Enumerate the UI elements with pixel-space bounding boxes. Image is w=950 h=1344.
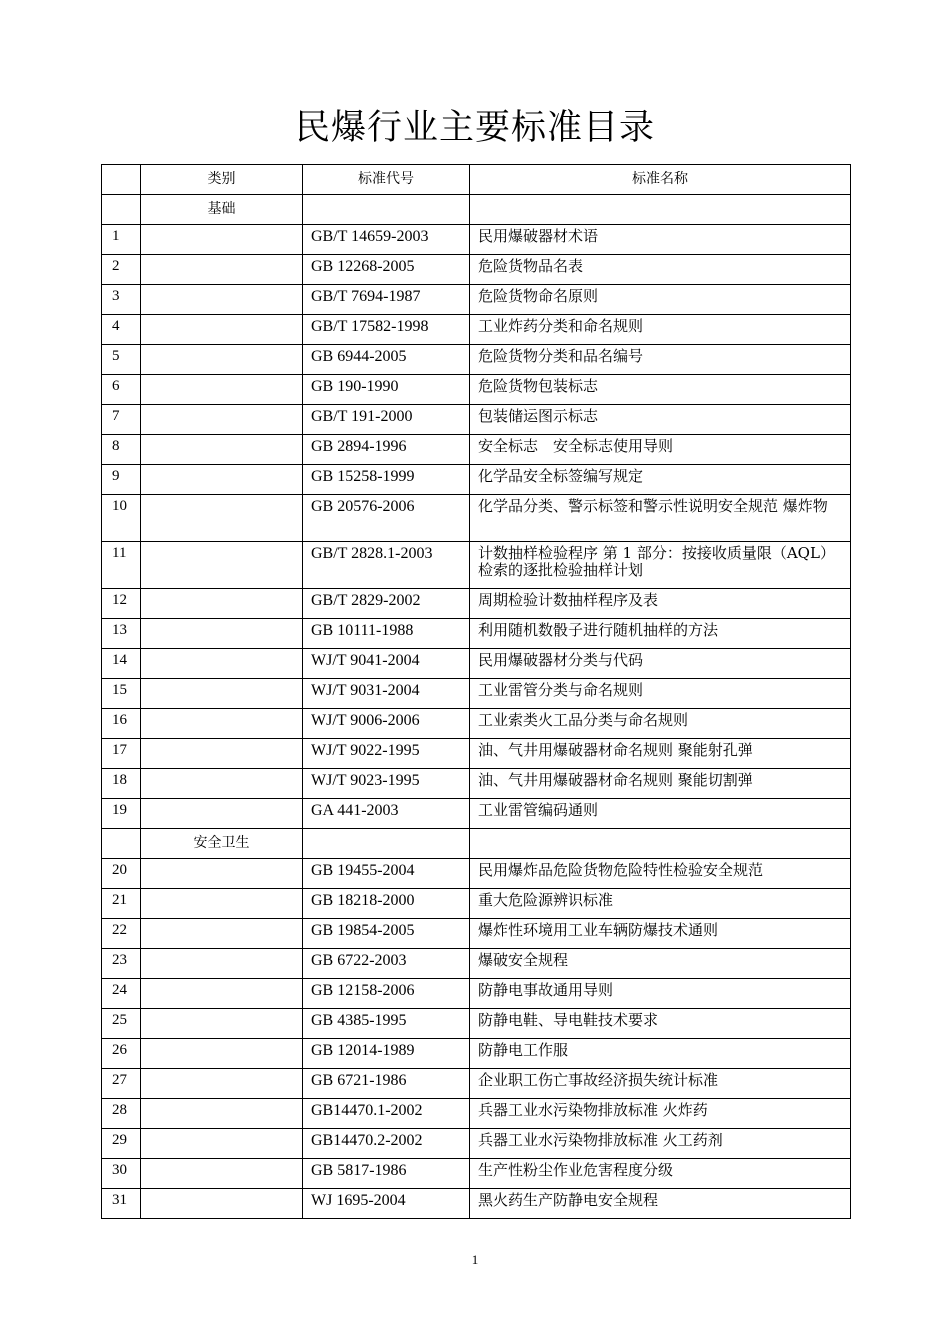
standard-name: 重大危险源辨识标准 — [470, 889, 851, 919]
code-cell — [303, 829, 470, 859]
standard-code: GB 19455-2004 — [303, 859, 470, 889]
standard-name: 危险货物品名表 — [470, 255, 851, 285]
category-cell — [141, 709, 303, 739]
standard-code: GB 19854-2005 — [303, 919, 470, 949]
row-number: 20 — [102, 859, 141, 889]
standard-name: 油、气井用爆破器材命名规则 聚能切割弹 — [470, 769, 851, 799]
standard-name: 爆炸性环境用工业车辆防爆技术通则 — [470, 919, 851, 949]
table-row — [102, 619, 851, 649]
page-number: 1 — [471, 1252, 479, 1267]
row-number: 14 — [102, 649, 141, 679]
category-cell — [141, 435, 303, 465]
table-row — [102, 889, 851, 919]
name-cell — [470, 195, 851, 225]
category-cell — [141, 889, 303, 919]
standard-code: GB 2894-1996 — [303, 435, 470, 465]
standard-name: 化学品安全标签编写规定 — [470, 465, 851, 495]
standard-code: WJ/T 9041-2004 — [303, 649, 470, 679]
standard-code: GB 6944-2005 — [303, 345, 470, 375]
standard-name: 兵器工业水污染物排放标准 火工药剂 — [470, 1129, 851, 1159]
standard-name: 爆破安全规程 — [470, 949, 851, 979]
category-cell — [141, 589, 303, 619]
table-row — [102, 542, 851, 589]
standard-name: 化学品分类、警示标签和警示性说明安全规范 爆炸物 — [470, 495, 851, 542]
header-category: 类别 — [141, 165, 303, 195]
category-cell — [141, 542, 303, 589]
standard-code: GB 10111-1988 — [303, 619, 470, 649]
standard-name: 危险货物分类和品名编号 — [470, 345, 851, 375]
standard-code: GB 15258-1999 — [303, 465, 470, 495]
standard-name: 防静电工作服 — [470, 1039, 851, 1069]
table-row — [102, 435, 851, 465]
table-header-row — [102, 165, 851, 195]
standard-code: GB 20576-2006 — [303, 495, 470, 542]
table-body — [102, 195, 851, 1219]
row-number: 25 — [102, 1009, 141, 1039]
category-label: 基础 — [141, 195, 303, 225]
row-number: 31 — [102, 1189, 141, 1219]
row-number: 12 — [102, 589, 141, 619]
table-row — [102, 345, 851, 375]
row-number: 21 — [102, 889, 141, 919]
header-name: 标准名称 — [470, 165, 851, 195]
category-cell — [141, 1159, 303, 1189]
standard-code: WJ/T 9031-2004 — [303, 679, 470, 709]
row-number: 8 — [102, 435, 141, 465]
category-cell — [141, 285, 303, 315]
category-cell — [141, 619, 303, 649]
category-cell — [141, 1099, 303, 1129]
standard-name: 民用爆破器材分类与代码 — [470, 649, 851, 679]
standard-name: 油、气井用爆破器材命名规则 聚能射孔弹 — [470, 739, 851, 769]
standard-name: 企业职工伤亡事故经济损失统计标准 — [470, 1069, 851, 1099]
row-number: 13 — [102, 619, 141, 649]
table-row — [102, 799, 851, 829]
standard-code: GB 12268-2005 — [303, 255, 470, 285]
table-row — [102, 1039, 851, 1069]
row-number: 17 — [102, 739, 141, 769]
row-number: 7 — [102, 405, 141, 435]
table-row — [102, 495, 851, 542]
standard-code: WJ/T 9023-1995 — [303, 769, 470, 799]
standard-code: GB 18218-2000 — [303, 889, 470, 919]
category-cell — [141, 225, 303, 255]
standard-name: 民用爆炸品危险货物危险特性检验安全规范 — [470, 859, 851, 889]
category-cell — [141, 739, 303, 769]
table-row — [102, 919, 851, 949]
standard-code: GB/T 7694-1987 — [303, 285, 470, 315]
row-number: 27 — [102, 1069, 141, 1099]
standard-name: 黑火药生产防静电安全规程 — [470, 1189, 851, 1219]
table-row — [102, 679, 851, 709]
row-number: 18 — [102, 769, 141, 799]
index-cell — [102, 829, 141, 859]
table-row — [102, 285, 851, 315]
category-cell — [141, 345, 303, 375]
table-row — [102, 405, 851, 435]
header-code: 标准代号 — [303, 165, 470, 195]
standard-name: 兵器工业水污染物排放标准 火炸药 — [470, 1099, 851, 1129]
row-number: 11 — [102, 542, 141, 589]
category-label: 安全卫生 — [141, 829, 303, 859]
category-cell — [141, 1009, 303, 1039]
table-row — [102, 589, 851, 619]
table-row — [102, 709, 851, 739]
category-cell — [141, 919, 303, 949]
row-number: 15 — [102, 679, 141, 709]
row-number: 4 — [102, 315, 141, 345]
category-cell — [141, 1189, 303, 1219]
standard-name: 生产性粉尘作业危害程度分级 — [470, 1159, 851, 1189]
index-cell — [102, 195, 141, 225]
category-cell — [141, 375, 303, 405]
row-number: 28 — [102, 1099, 141, 1129]
standard-name: 计数抽样检验程序 第 1 部分：按接收质量限（AQL）检索的逐批检验抽样计划 — [470, 542, 851, 589]
row-number: 23 — [102, 949, 141, 979]
standard-code: GB 190-1990 — [303, 375, 470, 405]
standard-code: GB/T 2829-2002 — [303, 589, 470, 619]
standard-code: GB 5817-1986 — [303, 1159, 470, 1189]
category-cell — [141, 495, 303, 542]
row-number: 9 — [102, 465, 141, 495]
table-row — [102, 649, 851, 679]
standard-code: GB14470.1-2002 — [303, 1099, 470, 1129]
category-row — [102, 195, 851, 225]
table-row — [102, 1129, 851, 1159]
row-number: 6 — [102, 375, 141, 405]
table-row — [102, 315, 851, 345]
category-cell — [141, 799, 303, 829]
standard-code: WJ 1695-2004 — [303, 1189, 470, 1219]
standard-code: GB 6722-2003 — [303, 949, 470, 979]
category-cell — [141, 315, 303, 345]
standard-code: GB14470.2-2002 — [303, 1129, 470, 1159]
table-row — [102, 375, 851, 405]
category-cell — [141, 465, 303, 495]
table-row — [102, 255, 851, 285]
row-number: 2 — [102, 255, 141, 285]
table-row — [102, 979, 851, 1009]
category-cell — [141, 859, 303, 889]
table-row — [102, 859, 851, 889]
standard-name: 工业炸药分类和命名规则 — [470, 315, 851, 345]
table-row — [102, 949, 851, 979]
table-row — [102, 1099, 851, 1129]
category-cell — [141, 679, 303, 709]
table-row — [102, 225, 851, 255]
standard-name: 安全标志 安全标志使用导则 — [470, 435, 851, 465]
category-cell — [141, 1129, 303, 1159]
standard-code: GB/T 14659-2003 — [303, 225, 470, 255]
row-number: 3 — [102, 285, 141, 315]
table-row — [102, 739, 851, 769]
row-number: 16 — [102, 709, 141, 739]
category-cell — [141, 1039, 303, 1069]
category-cell — [141, 979, 303, 1009]
standard-name: 危险货物命名原则 — [470, 285, 851, 315]
code-cell — [303, 195, 470, 225]
header-index — [102, 165, 141, 195]
standard-name: 防静电鞋、导电鞋技术要求 — [470, 1009, 851, 1039]
row-number: 1 — [102, 225, 141, 255]
table-row — [102, 465, 851, 495]
row-number: 19 — [102, 799, 141, 829]
category-row — [102, 829, 851, 859]
standard-name: 利用随机数骰子进行随机抽样的方法 — [470, 619, 851, 649]
standard-code: GB 12014-1989 — [303, 1039, 470, 1069]
row-number: 26 — [102, 1039, 141, 1069]
table-row — [102, 1159, 851, 1189]
standard-code: WJ/T 9006-2006 — [303, 709, 470, 739]
category-cell — [141, 649, 303, 679]
standard-name: 包装储运图示标志 — [470, 405, 851, 435]
standard-name: 工业雷管编码通则 — [470, 799, 851, 829]
name-cell — [470, 829, 851, 859]
standard-name: 民用爆破器材术语 — [470, 225, 851, 255]
standard-code: GB/T 191-2000 — [303, 405, 470, 435]
table-row — [102, 1189, 851, 1219]
table-row — [102, 769, 851, 799]
page-title: 民爆行业主要标准目录 — [294, 108, 655, 148]
row-number: 10 — [102, 495, 141, 542]
category-cell — [141, 405, 303, 435]
standard-code: GA 441-2003 — [303, 799, 470, 829]
standard-code: GB/T 17582-1998 — [303, 315, 470, 345]
table-row — [102, 1009, 851, 1039]
standards-table — [101, 164, 851, 1219]
category-cell — [141, 949, 303, 979]
standard-code: GB 12158-2006 — [303, 979, 470, 1009]
row-number: 22 — [102, 919, 141, 949]
row-number: 5 — [102, 345, 141, 375]
standard-name: 周期检验计数抽样程序及表 — [470, 589, 851, 619]
table-row — [102, 1069, 851, 1099]
standard-name: 工业雷管分类与命名规则 — [470, 679, 851, 709]
standard-code: GB/T 2828.1-2003 — [303, 542, 470, 589]
standard-name: 工业索类火工品分类与命名规则 — [470, 709, 851, 739]
standard-code: GB 6721-1986 — [303, 1069, 470, 1099]
category-cell — [141, 255, 303, 285]
standard-name: 防静电事故通用导则 — [470, 979, 851, 1009]
standard-name: 危险货物包装标志 — [470, 375, 851, 405]
category-cell — [141, 1069, 303, 1099]
row-number: 30 — [102, 1159, 141, 1189]
standard-code: GB 4385-1995 — [303, 1009, 470, 1039]
row-number: 24 — [102, 979, 141, 1009]
standard-code: WJ/T 9022-1995 — [303, 739, 470, 769]
row-number: 29 — [102, 1129, 141, 1159]
category-cell — [141, 769, 303, 799]
